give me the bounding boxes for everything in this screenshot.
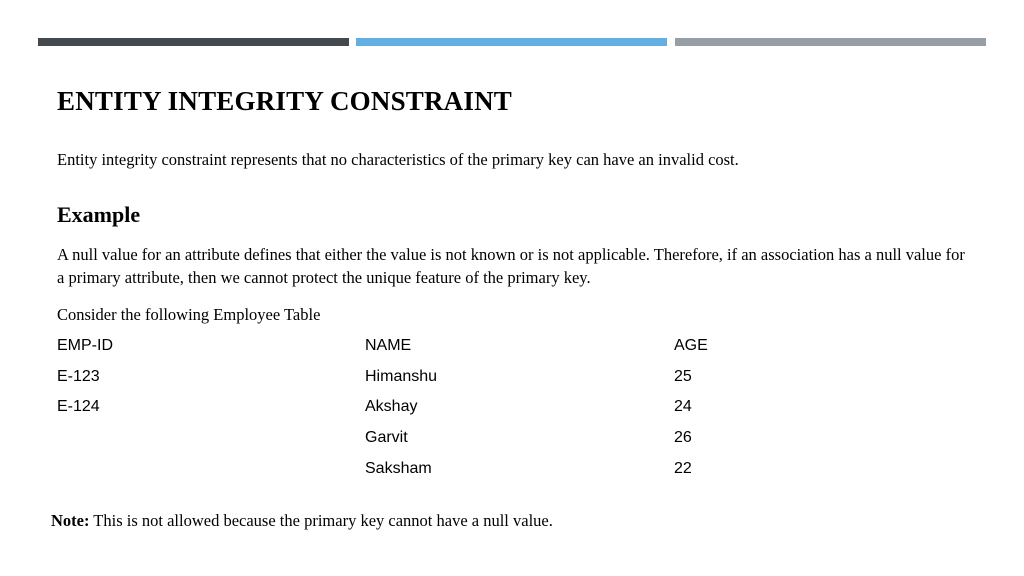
note-text: This is not allowed because the primary key cannot have a null value. (89, 511, 553, 530)
column-header-emp-id: EMP-ID (57, 337, 113, 354)
intro-paragraph: Entity integrity constraint represents that no characteristics of the primary key can have an invalid cost. (57, 150, 739, 169)
accent-bar-gray (675, 38, 986, 46)
note-paragraph (51, 511, 553, 531)
accent-bar-blue (356, 38, 667, 46)
example-paragraph: A null value for an attribute defines that either the value is not known or is not applicable. Therefore, if an association has a null value for a primary attribute, then we cannot protect the unique feature of the primary key. (57, 245, 965, 287)
example-heading: Example (57, 202, 141, 227)
cell-emp-id: E-124 (57, 398, 100, 416)
cell-age: 25 (674, 367, 692, 385)
cell-name: Himanshu (365, 367, 438, 385)
cell-age: 22 (674, 459, 692, 477)
column-header-name: NAME (365, 337, 412, 354)
accent-bar-dark (38, 38, 349, 46)
cell-age: 24 (674, 398, 692, 416)
cell-age: 26 (674, 429, 692, 447)
cell-name: Garvit (365, 429, 408, 447)
cell-emp-id: E-123 (57, 367, 100, 385)
note-label: Note: (51, 511, 90, 530)
column-header-age: AGE (674, 337, 708, 354)
table-caption: Consider the following Employee Table (57, 305, 321, 324)
cell-name: Akshay (365, 398, 418, 416)
slide-title: ENTITY INTEGRITY CONSTRAINT (57, 86, 512, 116)
cell-name: Saksham (365, 459, 432, 477)
